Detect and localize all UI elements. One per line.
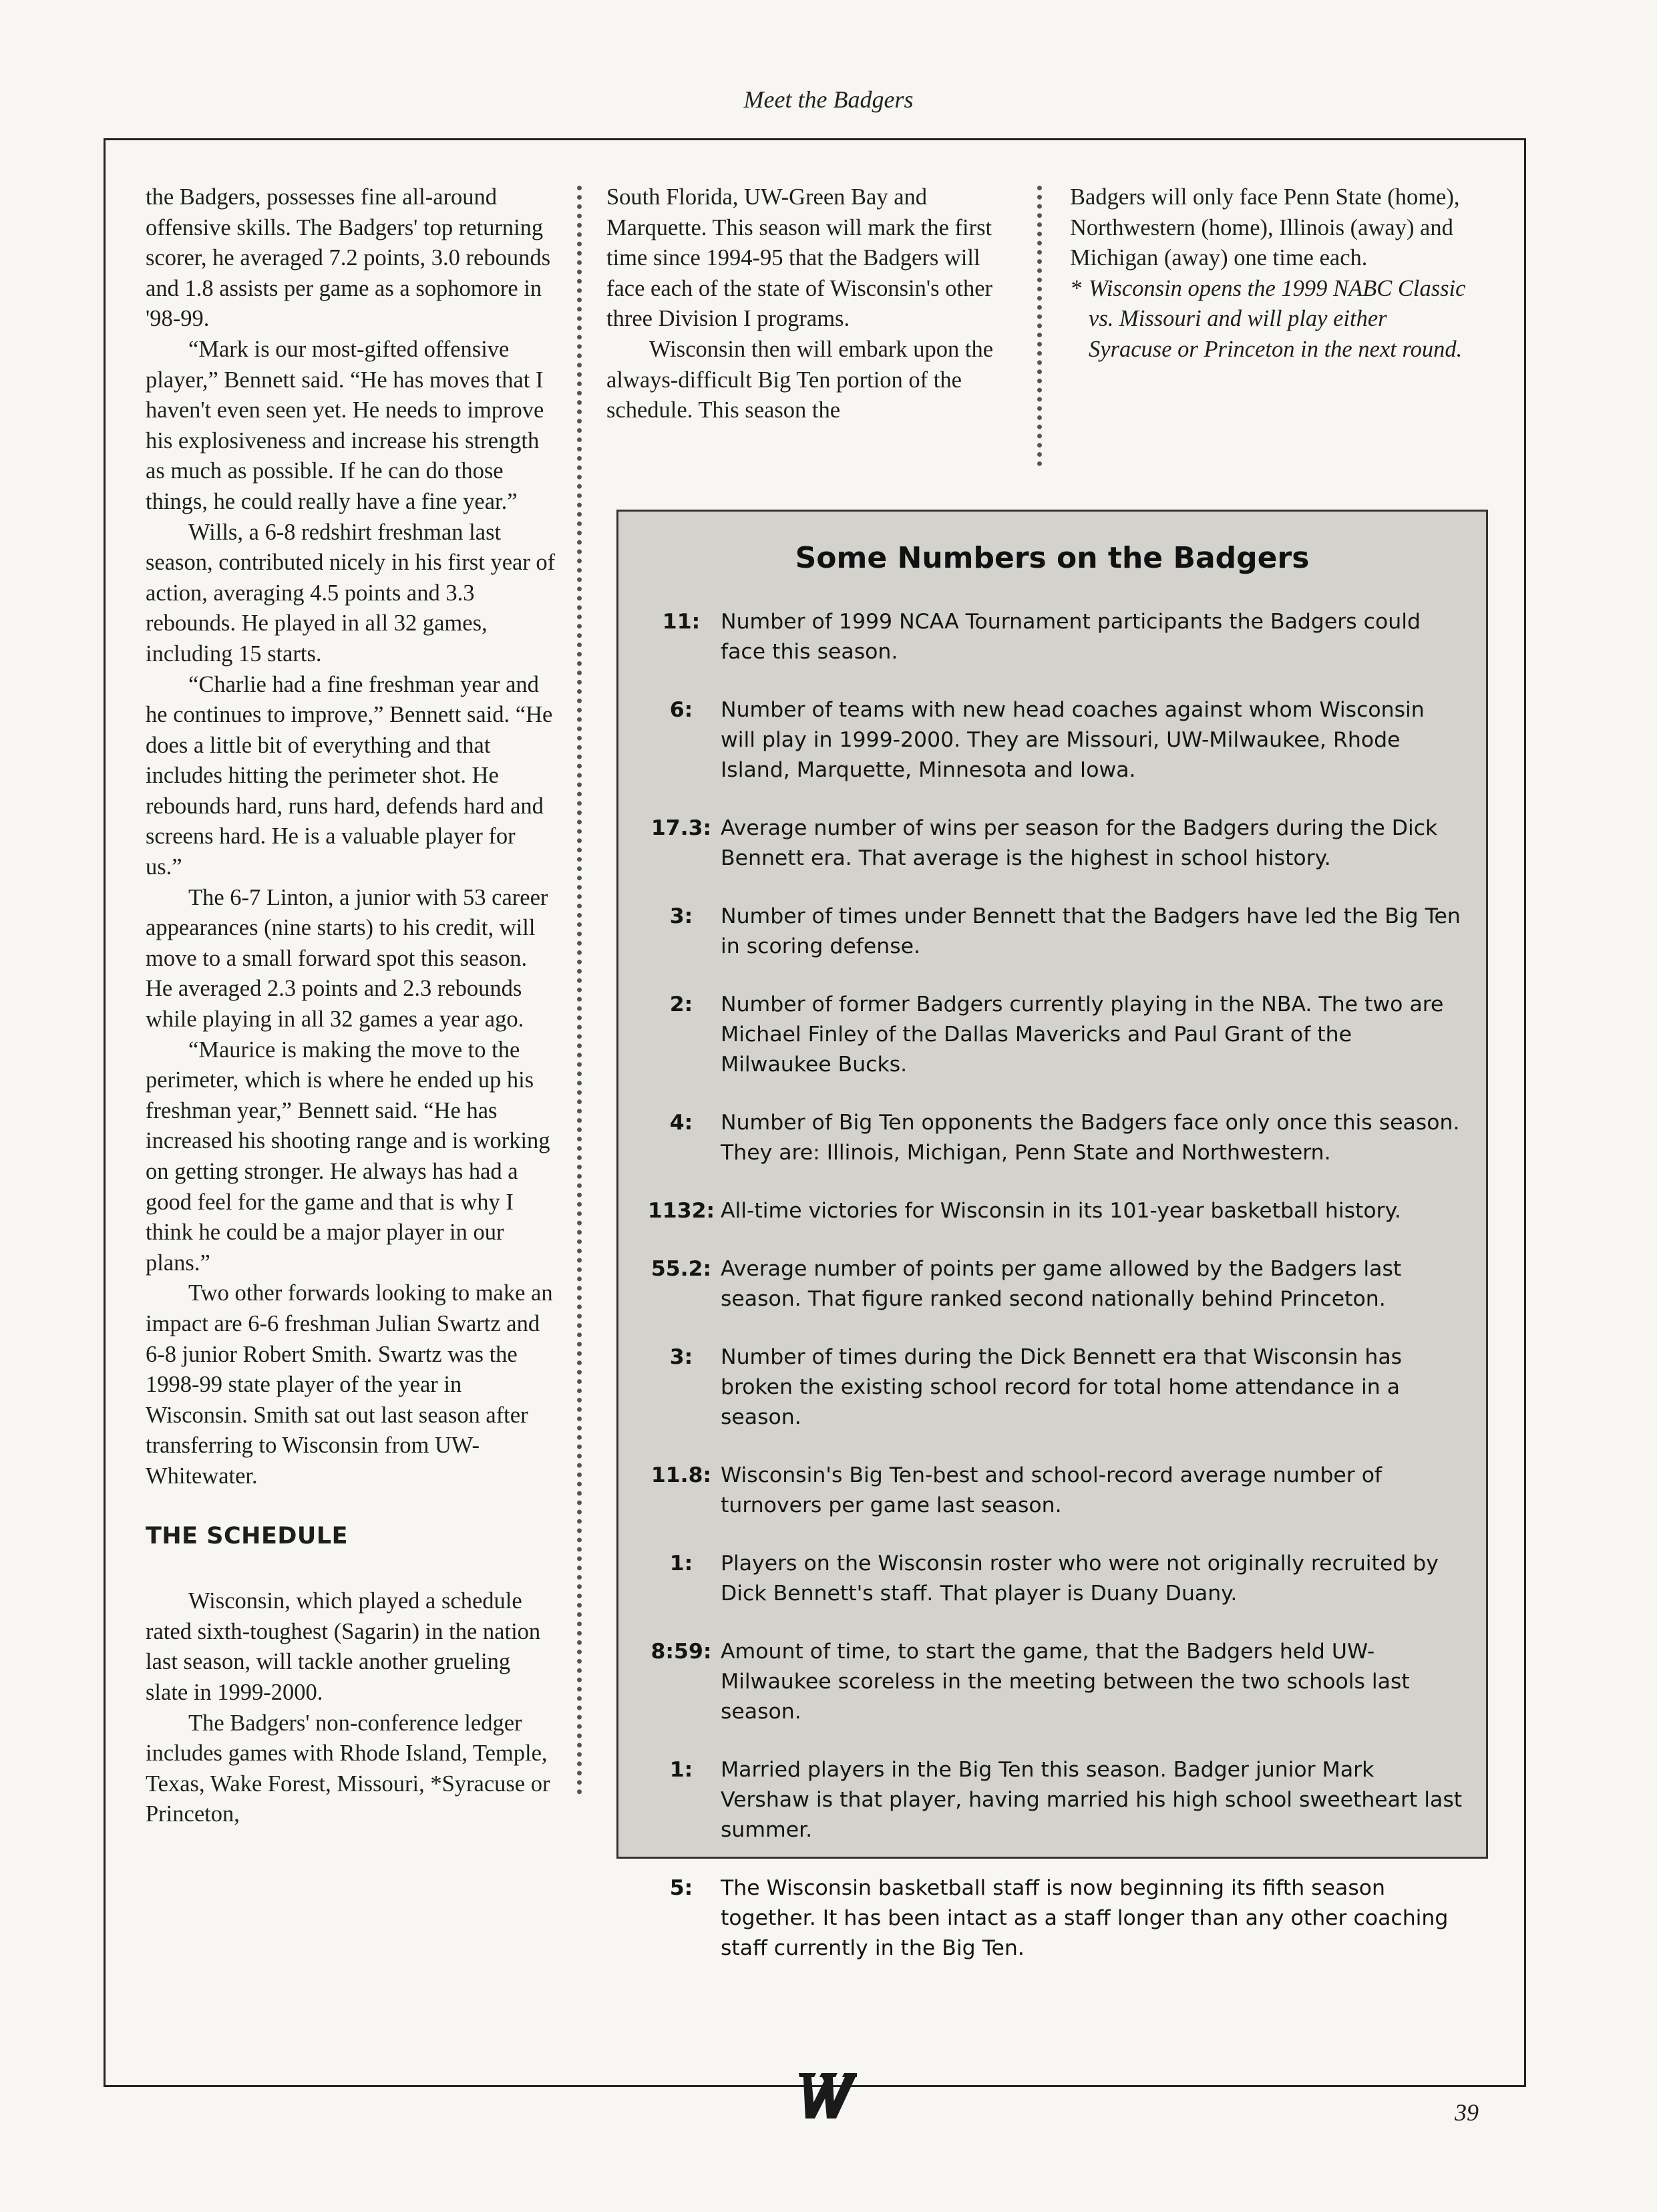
paragraph: Wisconsin then will embark upon the always-difficult Big Ten portion of the schedule. This season the	[606, 336, 994, 423]
fact-item	[642, 695, 1463, 785]
fact-text: Number of 1999 NCAA Tournament participants the Badgers could face this season.	[721, 610, 1421, 664]
paragraph: “Maurice is making the move to the perimeter, which is where he ended up his freshman year,” Bennett said. “He has increased his shooting range and is working on getting stronger. He always has had a good feel for the game and that is why I think he could be a major player in our plans.”	[146, 1037, 550, 1276]
paragraph: The 6-7 Linton, a junior with 53 career appearances (nine starts) to his credit, will move to a small forward spot this season. He averaged 2.3 points and 2.3 rebounds while playing in all 32 games a year ago.	[146, 884, 548, 1033]
paragraph: Wisconsin, which played a schedule rated sixth-toughest (Sagarin) in the nation last season, will tackle another grueling slate in 1999-2000.	[146, 1588, 541, 1705]
schedule-footnote	[1070, 274, 1471, 365]
facts-list	[642, 607, 1463, 1964]
fact-number: 17.3:	[651, 816, 712, 840]
fact-text: Number of former Badgers currently playing in the NBA. The two are Michael Finley of the Dallas Mavericks and Paul Grant of the Milwaukee Bucks.	[721, 992, 1444, 1077]
fact-number: 3:	[669, 904, 693, 928]
paragraph: South Florida, UW-Green Bay and Marquette. This season will mark the first time since 1994-95 that the Badgers will face each of the state of Wisconsin's other three Division I programs.	[606, 184, 993, 332]
fact-number: 5:	[669, 1876, 693, 1900]
fact-item	[642, 813, 1463, 874]
fact-number: 4:	[669, 1111, 693, 1135]
paragraph: “Charlie had a fine freshman year and he continues to improve,” Bennett said. “He does a little bit of everything and that includes hitting the perimeter shot. He rebounds hard, runs hard, defends hard and screens hard. He is a valuable player for us.”	[146, 671, 553, 880]
paragraph: The Badgers' non-conference ledger includes games with Rhode Island, Temple, Texas, Wake Forest, Missouri, *Syracuse or Princeton,	[146, 1710, 550, 1827]
footnote-text: Wisconsin opens the 1999 NABC Classic vs. Missouri and will play either Syracuse or Princeton in the next round.	[1089, 275, 1466, 362]
fact-item	[642, 607, 1463, 667]
paragraph: Badgers will only face Penn State (home), Northwestern (home), Illinois (away) and Michigan (away) one time each.	[1070, 184, 1460, 271]
fact-text: The Wisconsin basketball staff is now beginning its fifth season together. It has been intact as a staff longer than any other coaching staff currently in the Big Ten.	[721, 1876, 1449, 1960]
sidebar-title: Some Numbers on the Badgers	[795, 541, 1310, 575]
fact-text: Number of teams with new head coaches against whom Wisconsin will play in 1999-2000. They are Missouri, UW-Milwaukee, Rhode Island, Marquette, Minnesota and Iowa.	[721, 698, 1425, 782]
paragraph: Wills, a 6-8 redshirt freshman last season, contributed nicely in his first year of action, averaging 4.5 points and 3.3 rebounds. He played in all 32 games, including 15 starts.	[146, 519, 556, 667]
fact-item	[642, 1461, 1463, 1521]
fact-item	[642, 990, 1463, 1080]
fact-number: 55.2:	[651, 1257, 712, 1281]
fact-number: 11:	[662, 610, 701, 634]
fact-item	[642, 1873, 1463, 1964]
fact-item	[642, 1637, 1463, 1727]
running-title: Meet the Badgers	[743, 86, 914, 113]
column-divider	[1037, 186, 1042, 466]
fact-number: 11.8:	[651, 1463, 712, 1487]
fact-text: Number of times during the Dick Bennett era that Wisconsin has broken the existing school record for total home attendance in a season.	[721, 1345, 1403, 1429]
fact-item	[642, 1108, 1463, 1168]
fact-text: Wisconsin's Big Ten-best and school-record average number of turnovers per game last season.	[721, 1463, 1383, 1517]
fact-text: Number of Big Ten opponents the Badgers face only once this season. They are: Illinois, Michigan, Penn State and Northwestern.	[721, 1111, 1460, 1165]
article-column-3	[1070, 182, 1471, 365]
fact-item	[642, 902, 1463, 962]
numbers-sidebar	[616, 510, 1488, 1960]
fact-item	[642, 1342, 1463, 1433]
fact-number: 8:59:	[651, 1640, 712, 1664]
fact-text: All-time victories for Wisconsin in its 101-year basketball history.	[721, 1199, 1401, 1223]
fact-number: 2:	[669, 992, 693, 1017]
paragraph: “Mark is our most-gifted offensive player,” Bennett said. “He has moves that I haven't even seen yet. He needs to improve his explosiveness and increase his strength as much as possible. If he can do those things, he could really have a fine year.”	[146, 336, 544, 514]
fact-text: Average number of wins per season for the Badgers during the Dick Bennett era. That average is the highest in school history.	[721, 816, 1438, 870]
article-column-1	[146, 182, 556, 1830]
footnote-marker: *	[1070, 275, 1082, 301]
schedule-heading: THE SCHEDULE	[146, 1522, 349, 1549]
motion-w-logo-icon	[791, 2069, 857, 2123]
fact-number: 6:	[669, 698, 693, 722]
article-column-2	[606, 182, 1021, 426]
fact-text: Number of times under Bennett that the Badgers have led the Big Ten in scoring defense.	[721, 904, 1461, 958]
fact-number: 1:	[669, 1758, 693, 1782]
fact-item	[642, 1196, 1463, 1226]
fact-number: 1132:	[647, 1199, 715, 1223]
fact-item	[642, 1549, 1463, 1609]
fact-text: Amount of time, to start the game, that the Badgers held UW-Milwaukee scoreless in the meeting between the two schools last season.	[721, 1640, 1410, 1724]
paragraph: the Badgers, possesses fine all-around offensive skills. The Badgers' top returning scorer, he averaged 7.2 points, 3.0 rebounds and 1.8 assists per game as a sophomore in '98-99.	[146, 184, 551, 332]
page-number: 39	[1455, 2099, 1479, 2126]
column-divider	[577, 186, 582, 1795]
fact-text: Players on the Wisconsin roster who were not originally recruited by Dick Bennett's staff. That player is Duany Duany.	[721, 1551, 1439, 1606]
fact-text: Married players in the Big Ten this season. Badger junior Mark Vershaw is that player, having married his high school sweetheart last summer.	[721, 1758, 1463, 1842]
fact-item	[642, 1755, 1463, 1845]
paragraph: Two other forwards looking to make an impact are 6-6 freshman Julian Swartz and 6-8 junior Robert Smith. Swartz was the 1998-99 state player of the year in Wisconsin. Smith sat out last season after transferring to Wisconsin from UW-Whitewater.	[146, 1280, 553, 1489]
fact-number: 3:	[669, 1345, 693, 1369]
fact-number: 1:	[669, 1551, 693, 1576]
fact-text: Average number of points per game allowed by the Badgers last season. That figure ranked second nationally behind Princeton.	[721, 1257, 1402, 1311]
fact-item	[642, 1254, 1463, 1314]
